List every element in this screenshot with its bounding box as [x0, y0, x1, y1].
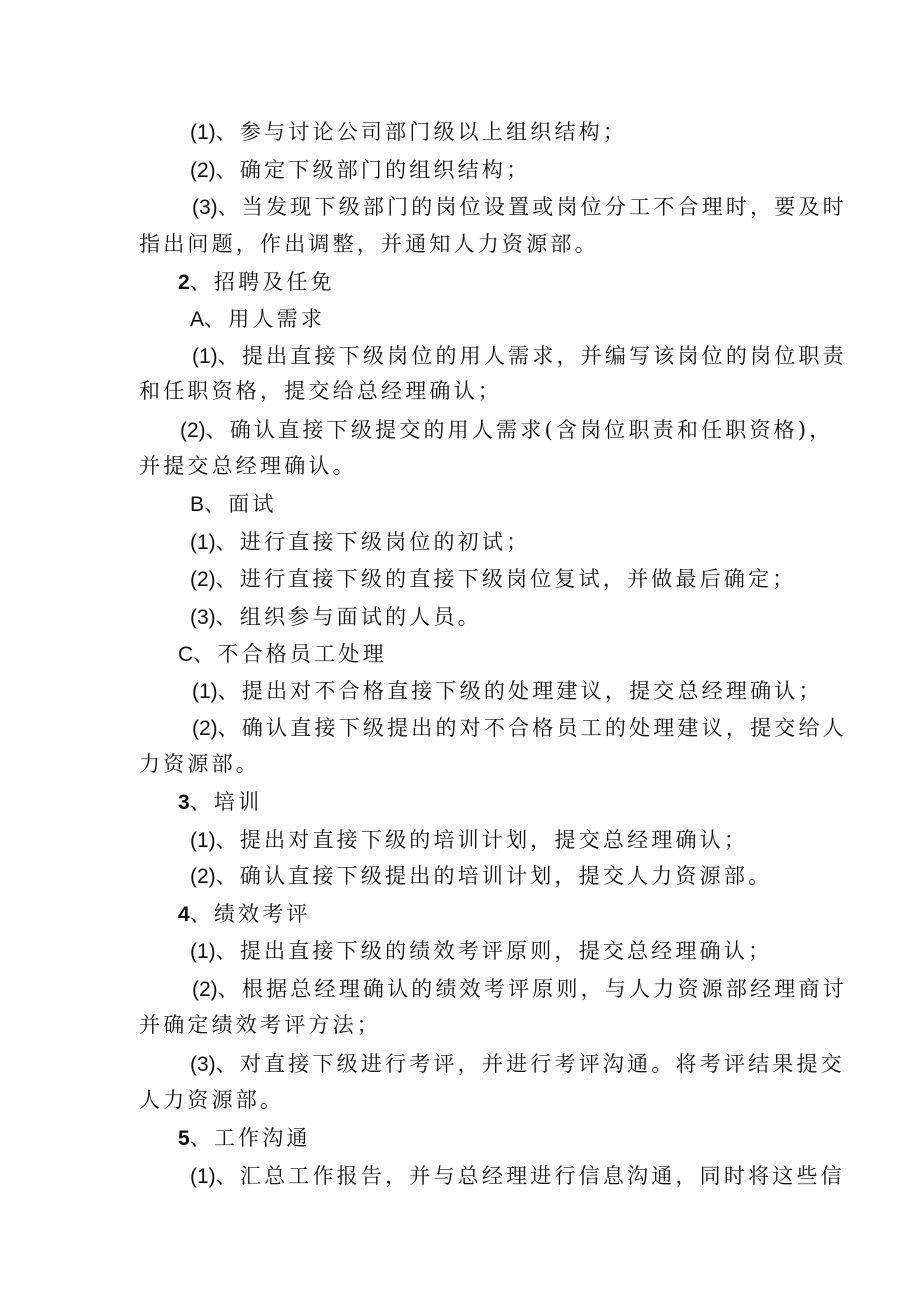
subsection-heading	[178, 640, 387, 669]
item-number: (1)	[192, 345, 218, 368]
list-item	[192, 193, 847, 222]
item-text: 、组织参与面试的人员。	[215, 605, 482, 629]
item-text: 、根据总经理确认的绩效考评原则，与人力资源部经理商讨	[217, 977, 847, 1001]
subsection-letter: C	[178, 643, 194, 666]
item-text: 、提出直接下级的绩效考评原则，提交总经理确认；	[215, 939, 773, 963]
item-number: (1)	[190, 121, 216, 144]
item-text: 、提出对直接下级的培训计划，提交总经理确认；	[215, 828, 749, 852]
list-item	[190, 118, 627, 147]
item-text: 、确认直接下级提出的培训计划，提交人力资源部。	[215, 864, 773, 888]
list-item-continuation	[139, 230, 599, 258]
list-item	[192, 342, 847, 371]
item-text: 、确认直接下级提出的对不合格员工的处理建议，提交给人	[217, 716, 847, 740]
item-number: (3)	[192, 196, 218, 219]
item-number: (2)	[190, 159, 216, 182]
item-text: 、确定下级部门的组织结构；	[215, 158, 531, 182]
section-heading	[178, 788, 262, 817]
section-number: 5	[178, 1127, 190, 1150]
item-text: 、参与讨论公司部门级以上组织结构；	[215, 120, 628, 144]
item-number: (2)	[180, 419, 206, 442]
list-item	[190, 565, 796, 594]
list-item	[192, 677, 823, 706]
list-item	[190, 156, 530, 185]
list-item	[192, 975, 847, 1004]
list-item	[190, 826, 748, 855]
item-number: (1)	[190, 1165, 216, 1188]
item-text: 、汇总工作报告，并与总经理进行信息沟通，同时将这些信	[215, 1164, 845, 1188]
item-text: 、进行直接下级的直接下级岗位复试，并做最后确定；	[215, 567, 797, 591]
item-number: (1)	[190, 940, 216, 963]
item-text: 、确认直接下级提交的用人需求(含岗位职责和任职资格)，	[205, 418, 834, 442]
section-heading	[178, 1124, 311, 1153]
item-number: (1)	[190, 531, 216, 554]
list-item-continuation	[139, 1011, 381, 1039]
subsection-title: 、不合格员工处理	[193, 642, 387, 666]
section-number: 4	[178, 903, 190, 926]
item-text: 、提出直接下级岗位的用人需求，并编写该岗位的岗位职责	[217, 344, 847, 368]
section-number: 3	[178, 791, 190, 814]
item-number: (2)	[192, 978, 218, 1001]
item-number: (3)	[190, 1053, 216, 1076]
section-title: 、招聘及任免	[189, 270, 335, 294]
list-item	[190, 862, 772, 891]
item-text: 人力资源部。	[139, 1088, 285, 1112]
subsection-heading	[190, 490, 277, 519]
list-item	[190, 528, 530, 557]
item-number: (2)	[190, 568, 216, 591]
item-text: 并提交总经理确认。	[139, 454, 357, 478]
item-number: (2)	[190, 865, 216, 888]
subsection-title: 、面试	[204, 492, 277, 516]
list-item-continuation	[139, 377, 502, 405]
section-title: 、培训	[189, 790, 263, 814]
item-text: 和任职资格，提交给总经理确认；	[139, 379, 502, 403]
list-item-continuation	[139, 1086, 284, 1114]
item-text: 指出问题，作出调整，并通知人力资源部。	[139, 232, 599, 256]
section-title: 、工作沟通	[189, 1126, 311, 1150]
section-number: 2	[178, 271, 190, 294]
item-number: (1)	[190, 829, 216, 852]
item-text: 力资源部。	[139, 752, 260, 776]
item-text: 、当发现下级部门的岗位设置或岗位分工不合理时，要及时	[217, 195, 847, 219]
list-item-continuation	[139, 452, 357, 480]
item-text: 、进行直接下级岗位的初试；	[215, 530, 531, 554]
item-text: 、提出对不合格直接下级的处理建议，提交总经理确认；	[217, 679, 823, 703]
section-heading	[178, 268, 335, 297]
list-item	[190, 937, 772, 966]
item-text: 、对直接下级进行考评，并进行考评沟通。将考评结果提交	[215, 1052, 845, 1076]
subsection-letter: B	[190, 493, 205, 516]
list-item-continuation	[139, 750, 260, 778]
list-item	[190, 1050, 845, 1079]
item-number: (3)	[190, 606, 216, 629]
section-heading	[178, 900, 311, 929]
section-title: 、绩效考评	[189, 902, 311, 926]
item-number: (1)	[192, 680, 218, 703]
subsection-letter: A	[190, 308, 205, 331]
list-item	[190, 603, 482, 632]
subsection-title: 、用人需求	[204, 307, 326, 331]
list-item	[190, 1162, 845, 1191]
item-text: 并确定绩效考评方法；	[139, 1013, 381, 1037]
item-number: (2)	[192, 717, 218, 740]
list-item	[180, 416, 833, 445]
list-item	[192, 714, 847, 743]
subsection-heading	[190, 305, 325, 334]
